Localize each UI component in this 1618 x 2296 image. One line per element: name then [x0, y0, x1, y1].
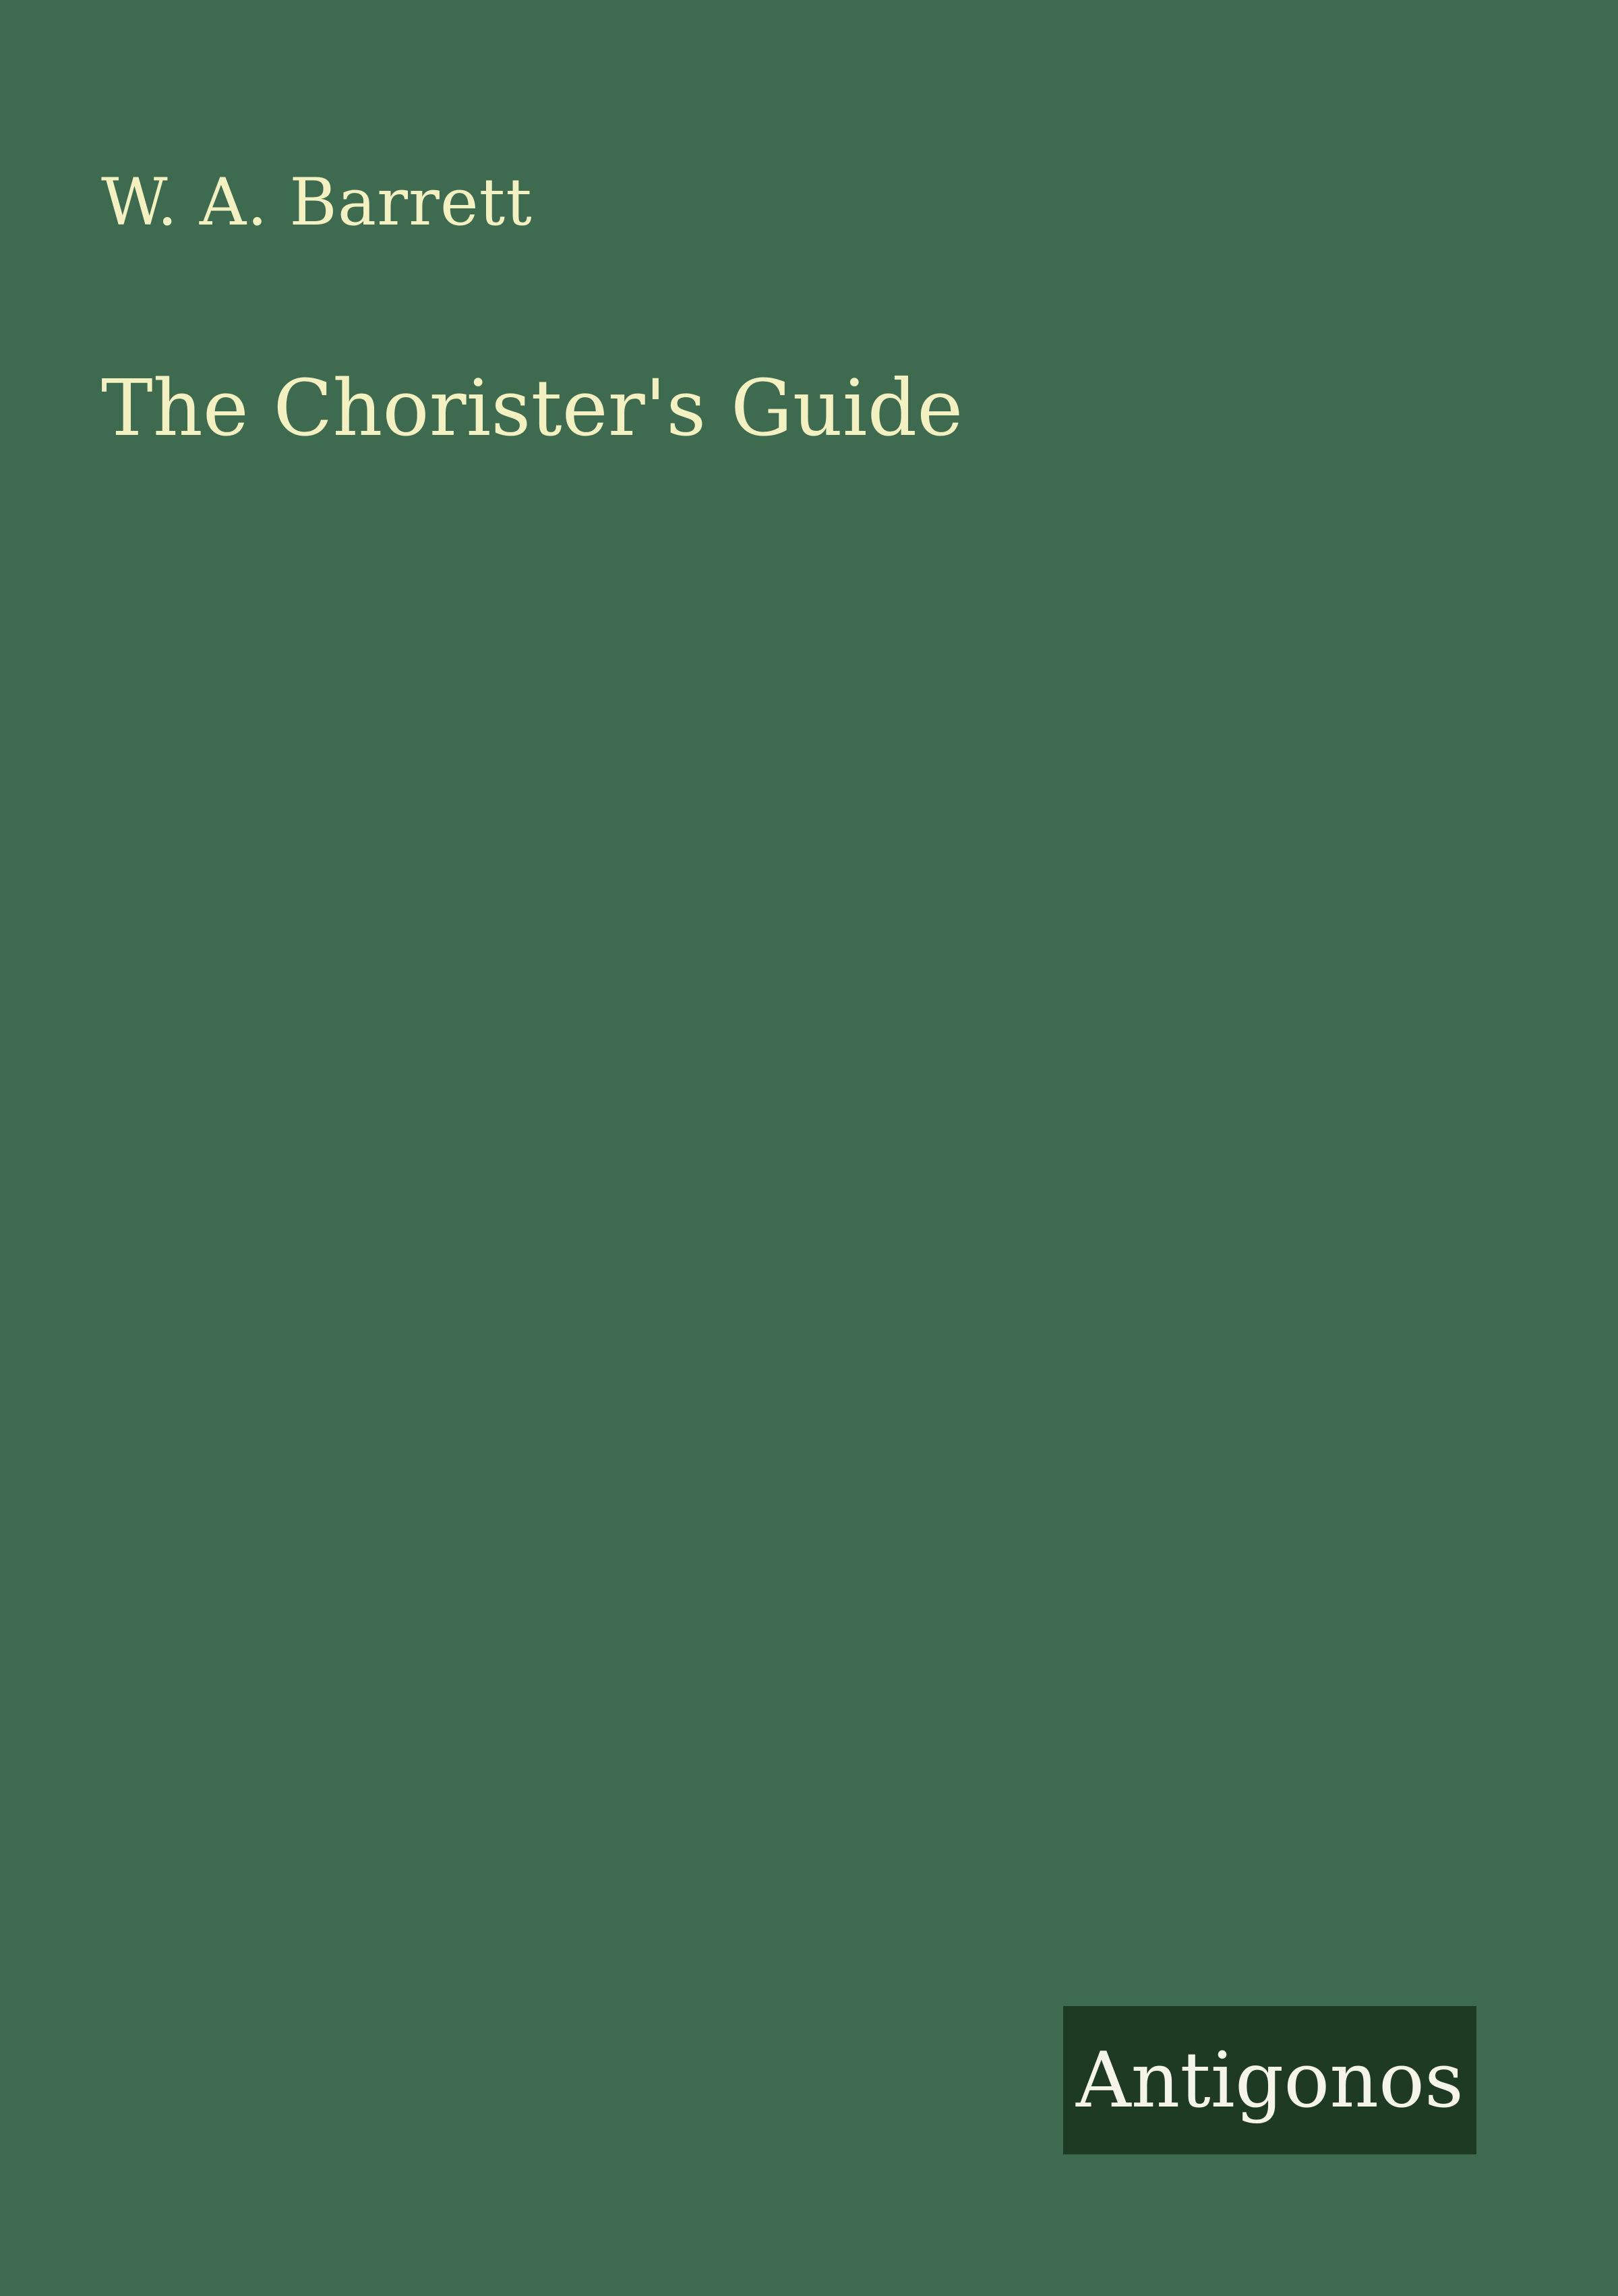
- publisher-box: [1063, 2006, 1476, 2154]
- book-title: The Chorister's Guide: [101, 363, 963, 454]
- publisher-name: Antigonos: [1075, 2035, 1464, 2125]
- author-name: W. A. Barrett: [101, 165, 533, 240]
